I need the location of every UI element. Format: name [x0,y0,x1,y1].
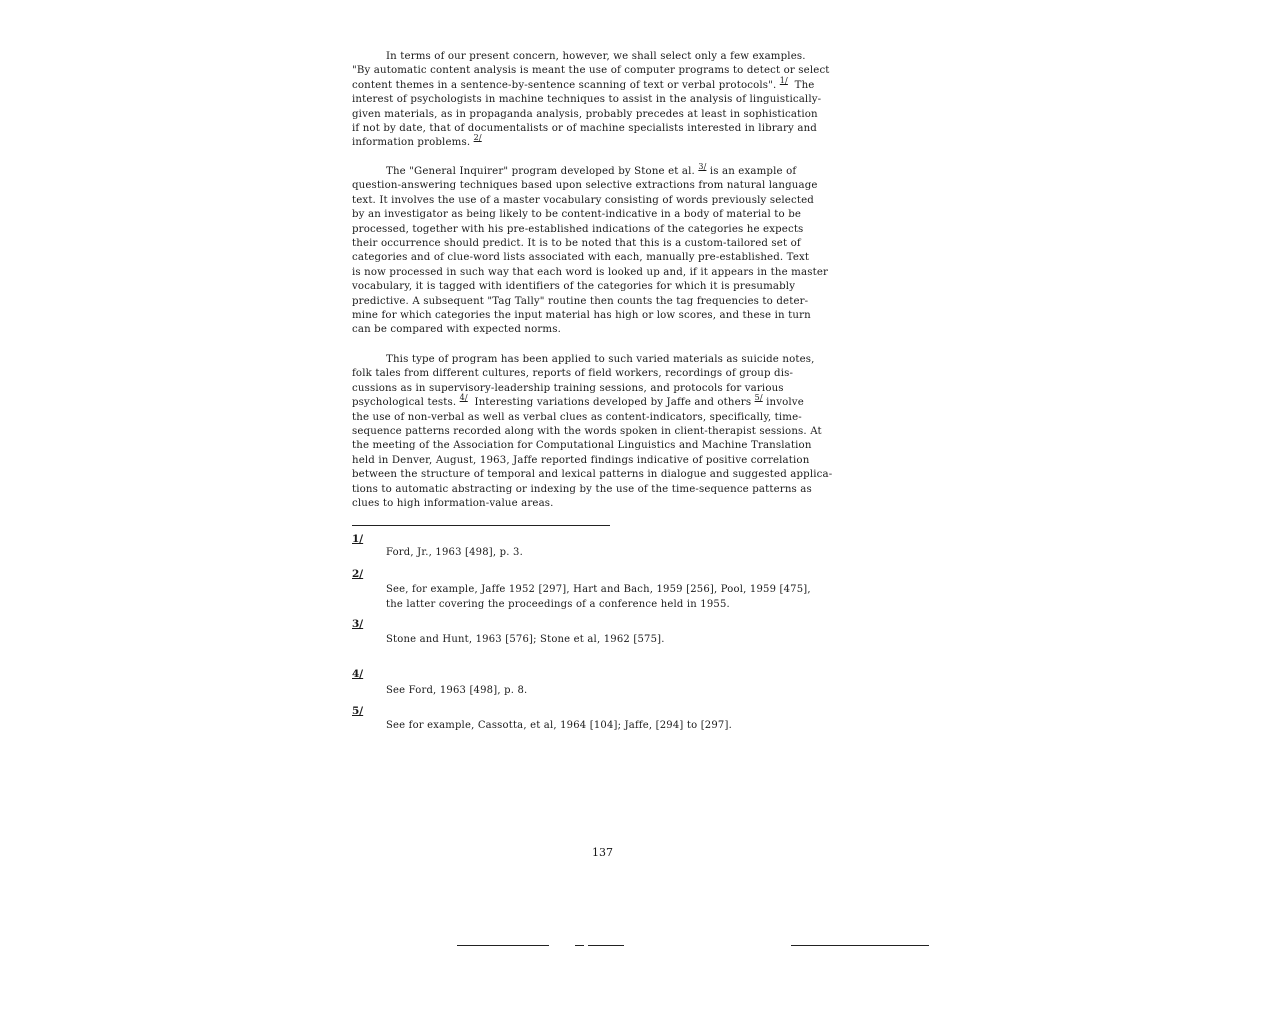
text-line [352,393,860,410]
footnote-ref-1[interactable]: 1/ [779,75,788,85]
text-line: tions to automatic abstracting or indexing by the use of the time-sequence patterns as [352,483,812,495]
text-line: their occurrence should predict. It is to be noted that this is a custom-tailored set of [352,237,801,249]
scan-artifact-line [588,945,624,946]
footnote-ref-5[interactable]: 5/ [754,393,763,403]
text-segment: The [794,79,815,91]
text-line: by an investigator as being likely to be content-indicative in a body of material to be [352,209,802,221]
text-line [352,162,860,179]
text-line: text. It involves the use of a master vocabulary consisting of words previously selected [352,194,814,206]
text-line: between the structure of temporal and lexical patterns in dialogue and suggested applica- [352,469,833,481]
text-line: the meeting of the Association for Computational Linguistics and Machine Translation [352,440,812,452]
text-line: if not by date, that of documentalists or of machine specialists interested in library and [352,122,817,134]
text-line: the use of non-verbal as well as verbal clues as content-indicators, specifically, time- [352,411,802,423]
text-segment: is an example of [709,166,797,177]
text-line: clues to high information-value areas. [352,497,554,509]
footnote-text-2: See, for example, Jaffe 1952 [297], Hart and Bach, 1959 [256], Pool, 1959 [475], [386,584,811,595]
text-line: In terms of our present concern, however, we shall select only a few examples. [386,51,806,62]
text-segment: Interesting variations developed by Jaffe and others [474,397,752,409]
text-line: held in Denver, August, 1963, Jaffe reported findings indicative of positive correlation [352,454,810,466]
text-line: categories and of clue-word lists associated with each, manually pre-established. Text [352,252,810,264]
text-line: folk tales from different cultures, reports of field workers, recordings of group dis- [352,368,794,380]
footnote-separator [352,525,610,526]
text-line: is now processed in such way that each word is looked up and, if it appears in the master [352,266,829,278]
footnote-ref-3[interactable]: 3/ [698,162,707,171]
text-segment: The "General Inquirer" program developed by Stone et al. [386,166,695,177]
text-line: given materials, as in propaganda analysis, probably precedes at least in sophistication [352,108,818,120]
text-line: predictive. A subsequent "Tag Tally" routine then counts the tag frequencies to deter- [352,295,809,307]
text-line: sequence patterns recorded along with the words spoken in client-therapist sessions. At [352,425,822,437]
text-line [352,133,860,150]
text-segment: involve [766,397,804,409]
paragraph-1 [352,50,860,151]
page-number: 137 [592,846,613,859]
text-segment: information problems. [352,137,471,149]
text-line: mine for which categories the input material has high or low scores, and these in turn [352,309,811,321]
footnote-text-5: See for example, Cassotta, et al, 1964 [104]; Jaffe, [294] to [297]. [386,720,732,731]
footnote-ref-4[interactable]: 4/ [459,393,468,403]
text-line: can be compared with expected norms. [352,324,561,336]
footnote-text-4: See Ford, 1963 [498], p. 8. [386,685,528,696]
text-segment: content themes in a sentence-by-sentence scanning of text or verbal protocols". [352,79,777,91]
text-line: "By automatic content analysis is meant the use of computer programs to detect or select [352,65,830,77]
footnote-text-1: Ford, Jr., 1963 [498], p. 3. [386,547,523,558]
text-line [352,75,860,93]
footnote-mark-4: 4/ [352,668,364,680]
scan-artifact-line [575,945,584,946]
scan-artifact-line [791,945,929,946]
footnote-mark-3: 3/ [352,618,364,630]
text-line: interest of psychologists in machine techniques to assist in the analysis of linguistically- [352,94,822,106]
footnote-mark-1: 1/ [352,533,364,545]
footnote-mark-2: 2/ [352,568,364,580]
footnote-text-2b: the latter covering the proceedings of a conference held in 1955. [386,599,730,610]
footnote-ref-2[interactable]: 2/ [473,133,482,143]
paragraph-3 [352,353,860,511]
paragraph-2 [352,162,860,338]
text-line: processed, together with his pre-established indications of the categories he expects [352,223,804,235]
footnote-text-3: Stone and Hunt, 1963 [576]; Stone et al, 1962 [575]. [386,634,665,645]
text-line: This type of program has been applied to such varied materials as suicide notes, [386,354,815,365]
text-segment: psychological tests. [352,397,457,409]
footnote-mark-5: 5/ [352,705,364,717]
text-line: cussions as in supervisory-leadership training sessions, and protocols for various [352,382,784,394]
scan-artifact-line [457,945,549,946]
text-line: vocabulary, it is tagged with identifiers of the categories for which it is presumably [352,281,796,293]
text-line: question-answering techniques based upon selective extractions from natural language [352,180,818,192]
